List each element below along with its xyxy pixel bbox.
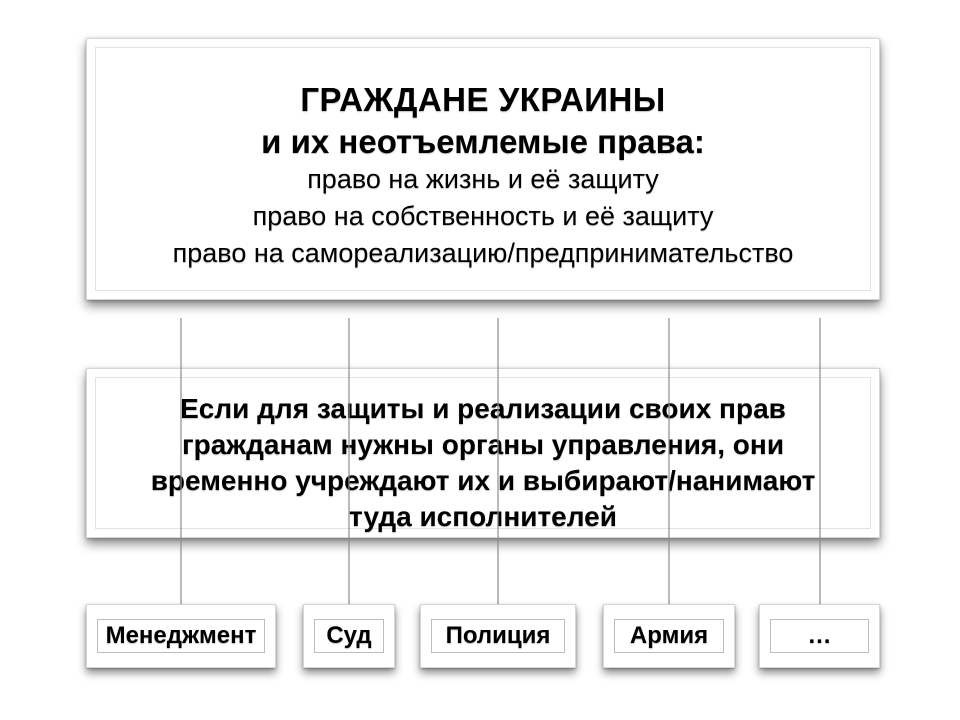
panel-subtitle: и их неотъемлемые права: [261,123,705,160]
police-box [420,604,576,668]
right-life: право на жизнь и её защиту [307,164,659,194]
governance-statement [87,391,879,535]
police-label: Полиция [431,619,565,653]
army-box [603,604,735,668]
more-label: … [770,619,869,653]
right-self-realization: право на самореализацию/предпринимательство [172,238,794,268]
management-box [86,604,276,668]
statement-line: временно учреждают их и выбирают/нанимают [150,465,816,496]
right-property: право на собственность и её защиту [252,201,714,231]
citizens-rights-panel [86,38,880,300]
statement-line: гражданам нужны органы управления, они [181,429,785,460]
statement-line: туда исполнителей [349,501,617,532]
court-label: Суд [314,619,384,653]
more-box [759,604,880,668]
statement-line: Если для защиты и реализации своих прав [180,393,786,424]
governance-statement-panel [86,368,880,538]
panel-title: ГРАЖДАНЕ УКРАИНЫ [300,81,666,118]
army-label: Армия [614,619,724,653]
management-label: Менеджмент [97,619,265,653]
court-box [303,604,395,668]
